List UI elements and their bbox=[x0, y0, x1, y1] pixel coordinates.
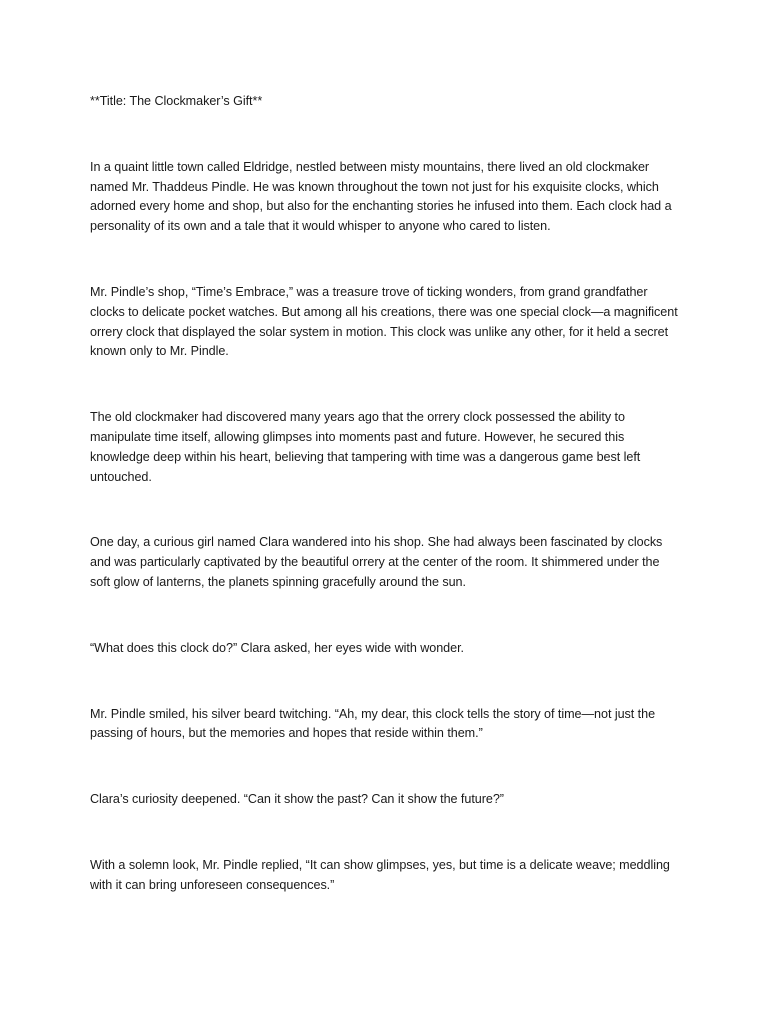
paragraph-7: Clara’s curiosity deepened. “Can it show the past? Can it show the future?” bbox=[90, 792, 504, 807]
paragraph-5: “What does this clock do?” Clara asked, her eyes wide with wonder. bbox=[90, 640, 464, 655]
document-title: **Title: The Clockmaker’s Gift** bbox=[90, 94, 263, 108]
paragraph-8: With a solemn look, Mr. Pindle replied, “It can show glimpses, yes, but time is a delicate weave; meddling with it can bring unforeseen consequences.” bbox=[90, 857, 670, 892]
document-page bbox=[90, 92, 682, 942]
paragraph-3: The old clockmaker had discovered many years ago that the orrery clock possessed the ability to manipulate time itself, allowing glimpses into moments past and future. However, he secured this knowledge deep within his heart, believing that tampering with time was a dangerous game best left untouched. bbox=[90, 410, 641, 484]
paragraph-2: Mr. Pindle’s shop, “Time’s Embrace,” was a treasure trove of ticking wonders, from grand grandfather clocks to delicate pocket watches. But among all his creations, there was one special clock—a magnificent orrery clock that displayed the solar system in motion. This clock was unlike any other, for it held a secret known only to Mr. Pindle. bbox=[90, 284, 678, 359]
paragraph-4: One day, a curious girl named Clara wandered into his shop. She had always been fascinated by clocks and was particularly captivated by the beautiful orrery at the center of the room. It shimmered under the soft glow of lanterns, the planets spinning gracefully around the sun. bbox=[90, 535, 663, 589]
paragraph-6: Mr. Pindle smiled, his silver beard twitching. “Ah, my dear, this clock tells the story of time—not just the passing of hours, but the memories and hopes that reside within them.” bbox=[90, 706, 656, 741]
paragraph-1: In a quaint little town called Eldridge, nestled between misty mountains, there lived an old clockmaker named Mr. Thaddeus Pindle. He was known throughout the town not just for his exquisite clocks, which adorned every home and shop, but also for the enchanting stories he infused into them. Each clock had a personality of its own and a tale that it would whisper to anyone who cared to listen. bbox=[90, 159, 672, 234]
